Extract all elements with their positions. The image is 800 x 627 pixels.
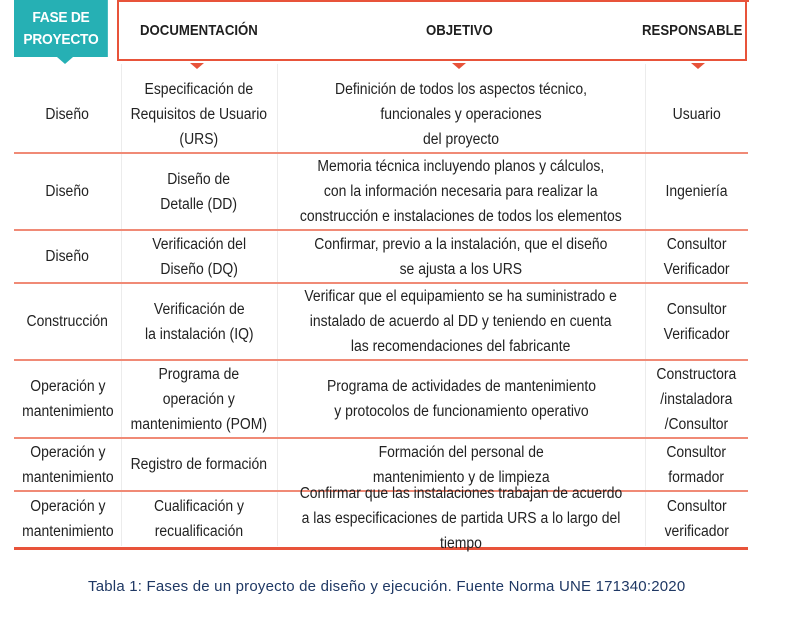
phase-header-pointer-icon <box>57 57 73 64</box>
table-caption: Tabla 1: Fases de un proyecto de diseño y ejecución. Fuente Norma UNE 171340:2020 <box>88 578 686 595</box>
cell-responsible: Consultor Verificador <box>663 300 730 343</box>
cell-responsible: Consultor Verificador <box>663 235 730 278</box>
cell-phase: Construcción <box>26 313 109 330</box>
cell-documentation: Verificación de la instalación (IQ) <box>144 300 254 343</box>
cell-responsible: Usuario <box>672 105 721 123</box>
table-row <box>14 154 748 229</box>
cell-phase: Operación y mantenimiento <box>21 378 114 420</box>
cell-objective: Confirmar que las instalaciones trabajan de acuerdo a las especificaciones de partida URS a lo largo del tiempo <box>299 485 623 552</box>
cell-responsible: Constructora /instaladora /Consultor <box>656 365 737 433</box>
cell-objective: Formación del personal de mantenimiento y de limpieza <box>372 443 550 486</box>
cell-responsible: Consultor verificador <box>664 497 729 540</box>
cell-documentation: Cualificación y recualificación <box>154 497 244 540</box>
header-objective: OBJETIVO <box>426 22 493 39</box>
cell-documentation: Verificación del Diseño (DQ) <box>152 235 246 278</box>
cell-documentation: Diseño de Detalle (DD) <box>160 170 238 213</box>
cell-documentation: Registro de formación <box>130 456 268 473</box>
cell-phase: Operación y mantenimiento <box>21 443 114 486</box>
cell-phase: Operación y mantenimiento <box>21 497 114 540</box>
table-row <box>14 485 748 552</box>
cell-objective: Definición de todos los aspectos técnico, funcionales y operaciones del proyecto <box>334 80 588 148</box>
documentation-pointer-icon <box>190 63 204 69</box>
cell-responsible: Consultor formador <box>666 443 727 486</box>
cell-phase: Diseño <box>45 183 90 200</box>
phase-header-label: FASE DE PROYECTO <box>23 8 99 48</box>
cell-objective: Confirmar, previo a la instalación, que el diseño se ajusta a los URS <box>314 235 608 278</box>
header-responsible: RESPONSABLE <box>642 22 743 39</box>
cell-responsible: Ingeniería <box>665 183 728 200</box>
responsible-pointer-icon <box>691 63 705 69</box>
table-row <box>14 284 748 359</box>
phase-header <box>14 0 108 57</box>
cell-documentation: Especificación de Requisitos de Usuario (URS) <box>130 80 268 148</box>
table-row <box>14 76 748 152</box>
table-row <box>14 231 748 282</box>
cell-documentation: Programa de operación y mantenimiento (POM) <box>130 365 268 433</box>
cell-objective: Verificar que el equipamiento se ha suministrado e instalado de acuerdo al DD y teniendo en cuenta las recomendaciones del fabricante <box>304 288 618 355</box>
cell-phase: Diseño <box>45 105 90 123</box>
objective-pointer-icon <box>452 63 466 69</box>
table-row <box>14 361 748 437</box>
cell-phase: Diseño <box>45 248 90 265</box>
cell-objective: Memoria técnica incluyendo planos y cálculos, con la información necesaria para realizar la construcción e instalaciones de todos los elementos <box>300 158 622 225</box>
cell-objective: Programa de actividades de mantenimiento y protocolos de funcionamiento operativo <box>326 378 596 420</box>
header-documentation: DOCUMENTACIÓN <box>140 22 258 39</box>
